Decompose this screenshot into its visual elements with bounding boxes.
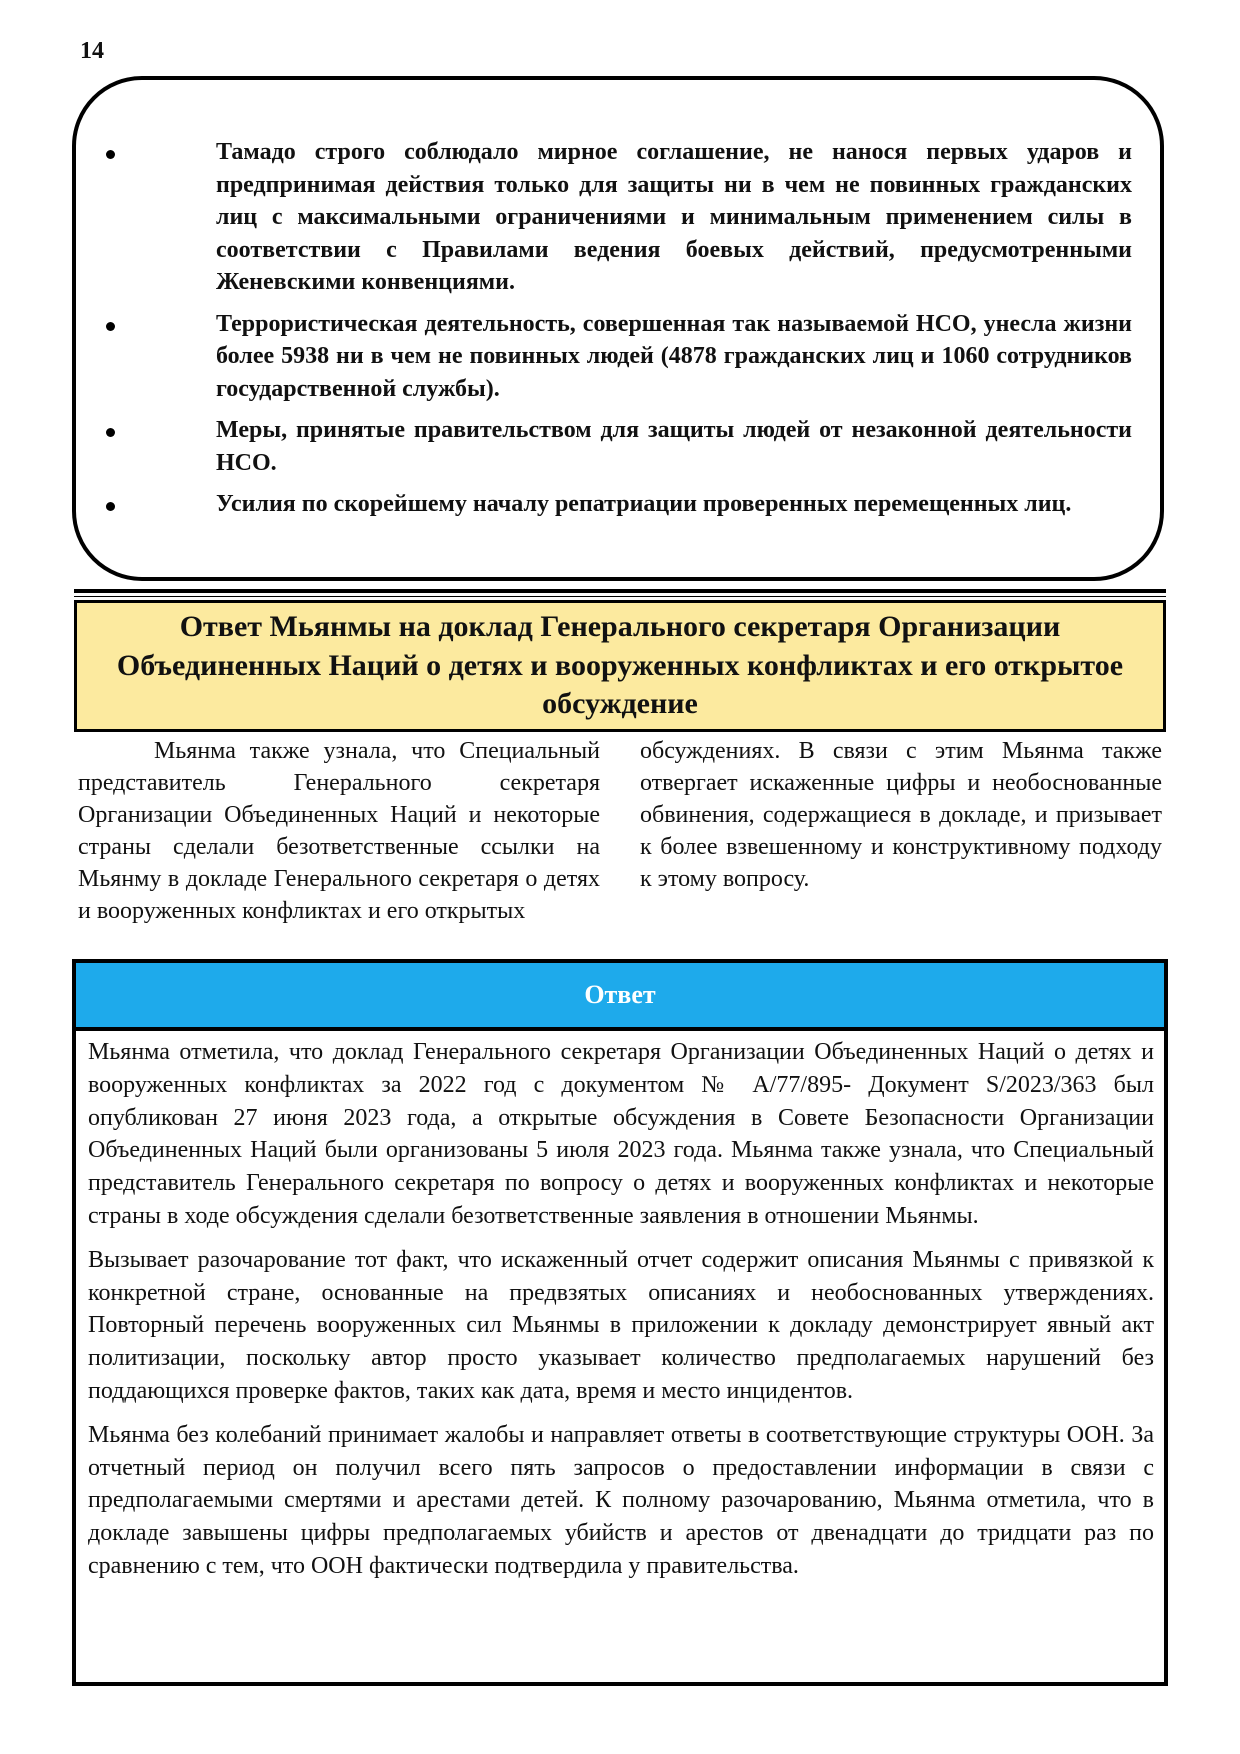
bullet-icon <box>106 502 115 511</box>
answer-paragraph: Мьянма отметила, что доклад Генерального секретаря Организации Объединенных Наций о детях и вооруженных конфликтах за 2022 год с документом № A/77/895- Документ S/2023/363 был опубликован 27 июня 2023 года, а открытые обсуждения в Совете Безопасности Организации Объединенных Наций были организованы 5 июля 2023 года. Мьянма также узнала, что Специальный представитель Генерального секретаря по вопросу о детях и вооруженных конфликтах и некоторые страны в ходе обсуждения сделали безответственные заявления в отношении Мьянмы. <box>88 1039 1154 1229</box>
bullet-icon <box>106 428 115 437</box>
bullet-icon <box>106 150 115 159</box>
divider <box>74 596 1166 597</box>
divider <box>74 589 1166 593</box>
key-points-box <box>72 76 1164 581</box>
section-title: Ответ Мьянмы на доклад Генерального секретаря Организации Объединенных Наций о детях и вооруженных конфликтах и его открытое обсуждение <box>116 610 1124 721</box>
list-item <box>106 136 1132 299</box>
section-title-box <box>74 600 1166 732</box>
answer-header: Ответ <box>76 963 1164 1031</box>
list-item-text: Террористическая деятельность, совершенная так называемой НСО, унесла жизни более 5938 ни в чем не повинных людей (4878 гражданских лиц и 1060 сотрудников государственной службы). <box>216 310 1132 402</box>
answer-paragraph: Мьянма без колебаний принимает жалобы и направляет ответы в соответствующие структуры ООН. За отчетный период он получил всего пять запросов о предоставлении информации в связи с предполагаемыми смертями и арестами детей. К полному разочарованию, Мьянма отметила, что в докладе завышены цифры предполагаемых убийств и арестов от двенадцати до тридцати раз по сравнению с тем, что ООН фактически подтвердила у правительства. <box>88 1421 1154 1579</box>
list-item <box>106 414 1132 479</box>
list-item <box>106 308 1132 406</box>
list-item-text: Тамадо строго соблюдало мирное соглашение, не нанося первых ударов и предпринимая действия только для защиты ни в чем не повинных гражданских лиц с максимальными ограничениями и минимальным применением силы в соответствии с Правилами ведения боевых действий, предусмотренными Женевскими конвенциями. <box>216 139 1132 295</box>
answer-paragraph: Вызывает разочарование тот факт, что искаженный отчет содержит описания Мьянмы с привязкой к конкретной стране, основанные на предвзятых описаниях и необоснованных утверждениях. Повторный перечень вооруженных сил Мьянмы в приложении к докладу демонстрирует явный акт политизации, поскольку автор просто указывает количество предполагаемых нарушений без поддающихся проверке фактов, таких как дата, время и место инцидентов. <box>88 1246 1154 1404</box>
answer-body <box>76 1031 1164 1583</box>
intro-left-column: Мьянма также узнала, что Специальный представитель Генерального секретаря Организации Объединенных Наций и некоторые страны сделали безответственные ссылки на Мьянму в докладе Генерального секретаря о детях и вооруженных конфликтах и его открытых <box>78 738 600 924</box>
list-item-text: Меры, принятые правительством для защиты людей от незаконной деятельности НСО. <box>216 417 1132 476</box>
page-number: 14 <box>80 38 104 64</box>
list-item-text: Усилия по скорейшему началу репатриации проверенных перемещенных лиц. <box>216 491 1072 517</box>
list-item <box>106 488 1132 521</box>
intro-right-column: обсуждениях. В связи с этим Мьянма также отвергает искаженные цифры и необоснованные обвинения, содержащиеся в докладе, и призывает к более взвешенному и конструктивному подходу к этому вопросу. <box>640 738 1162 892</box>
answer-box <box>72 959 1168 1686</box>
bullet-icon <box>106 322 115 331</box>
key-points-list <box>106 136 1132 530</box>
